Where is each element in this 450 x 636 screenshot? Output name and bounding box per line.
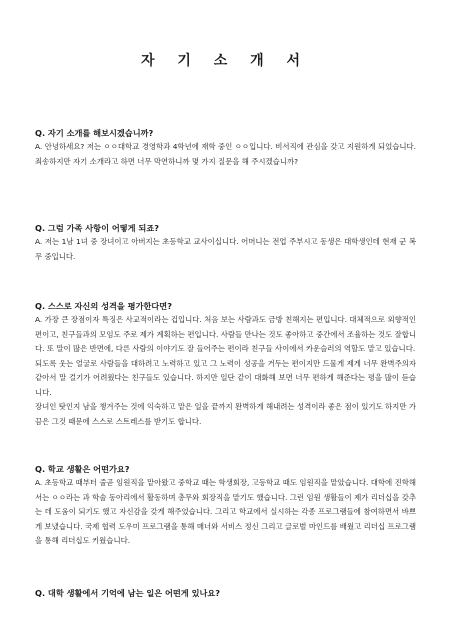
qa-section-personality <box>35 300 416 429</box>
question: Q. 학교 생활은 어떤가요? <box>35 464 130 474</box>
qa-section-family <box>35 222 416 264</box>
answer-paragraph: A. 저는 1남 1녀 중 장녀이고 아버지는 초등학교 교사이십니다. 어머니는 전업 주부시고 동생은 대학생인데 현재 군 복무 중입니다. <box>35 237 416 261</box>
page-title: 자 기 소 개 서 <box>140 53 310 69</box>
qa-section-self-intro <box>35 127 416 169</box>
answer-paragraph: A. 초등학교 때부터 줄곧 임원직을 맡아왔고 중학교 때는 학생회장, 고등학교 때도 임원직을 맡았습니다. 대학에 진학해서는 ㅇㅇ라는 과 학술 동아리에서 활동하며 총무와 회장직을 맡기도 했습니다. 그런 임원 생활들이 제가 리더십을 갖추는 데 도움이 되기도 했고 자신감을 갖게 해주었습니다. 그리고 학교에서 실시하는 각종 프로그램들에 참여하면서 바쁘게 보냈습니다. 국제 협력 도우미 프로그램을 통해 매너와 서비스 정신 그리고 글로벌 마인드를 배웠고 리더십 프로그램을 통해 리더십도 키웠습니다. <box>35 478 416 545</box>
qa-section-school-life <box>35 463 416 549</box>
answer-paragraph: A. 안녕하세요? 저는 ㅇㅇ대학교 경영학과 4학년에 재학 중인 ㅇㅇ입니다. 비서직에 관심을 갖고 지원하게 되었습니다. 죄송하지만 자기 소개라고 하면 너무 막연하니까 몇 가지 질문을 해 주시겠습니까? <box>35 142 416 166</box>
qa-section-memorable <box>35 587 416 600</box>
answer-paragraph: A. 가장 큰 장점이자 특징은 사교적이라는 겁입니다. 처음 보는 사람과도 금방 친해지는 편입니다. 대체적으로 외향적인 편이고, 친구들과의 모임도 주로 제가 계획하는 편입니다. 사람들 만나는 것도 좋아하고 중간에서 조율하는 것도 잘합니다. 또 말이 많은 반면에, 다른 사람의 이야기도 잘 들어주는 편이라 친구들 사이에서 카운슬러의 역할도 맡고 있습니다. <box>35 315 416 353</box>
question: Q. 자기 소개를 해보시겠습니까? <box>35 128 154 138</box>
answer-paragraph: 장녀인 탓인지 남을 챙겨주는 것에 익숙하고 맡은 일을 끝까지 완벽하게 해내려는 성격이라 좋은 점이 있기도 하지만 가끔은 그것 때문에 스스로 스트레스를 받기도 합니다. <box>35 402 416 426</box>
question: Q. 그럼 가족 사항이 어떻게 되죠? <box>35 223 159 233</box>
answer-paragraph: 되도록 웃는 얼굴로 사람들을 대하려고 노력하고 있고 그 노력이 성공을 거두는 편이지만 드물게 제게 너무 완벽주의자 같아서 말 걸기가 어려웠다는 친구들도 있습니다. 하지만 일단 같이 대화해 보면 너무 편하게 해준다는 평을 많이 듣습니다. <box>35 358 416 397</box>
question: Q. 스스로 자신의 성격을 평가한다면? <box>35 301 172 311</box>
question: Q. 대학 생활에서 기억에 남는 일은 어떤게 있나요? <box>35 588 221 598</box>
